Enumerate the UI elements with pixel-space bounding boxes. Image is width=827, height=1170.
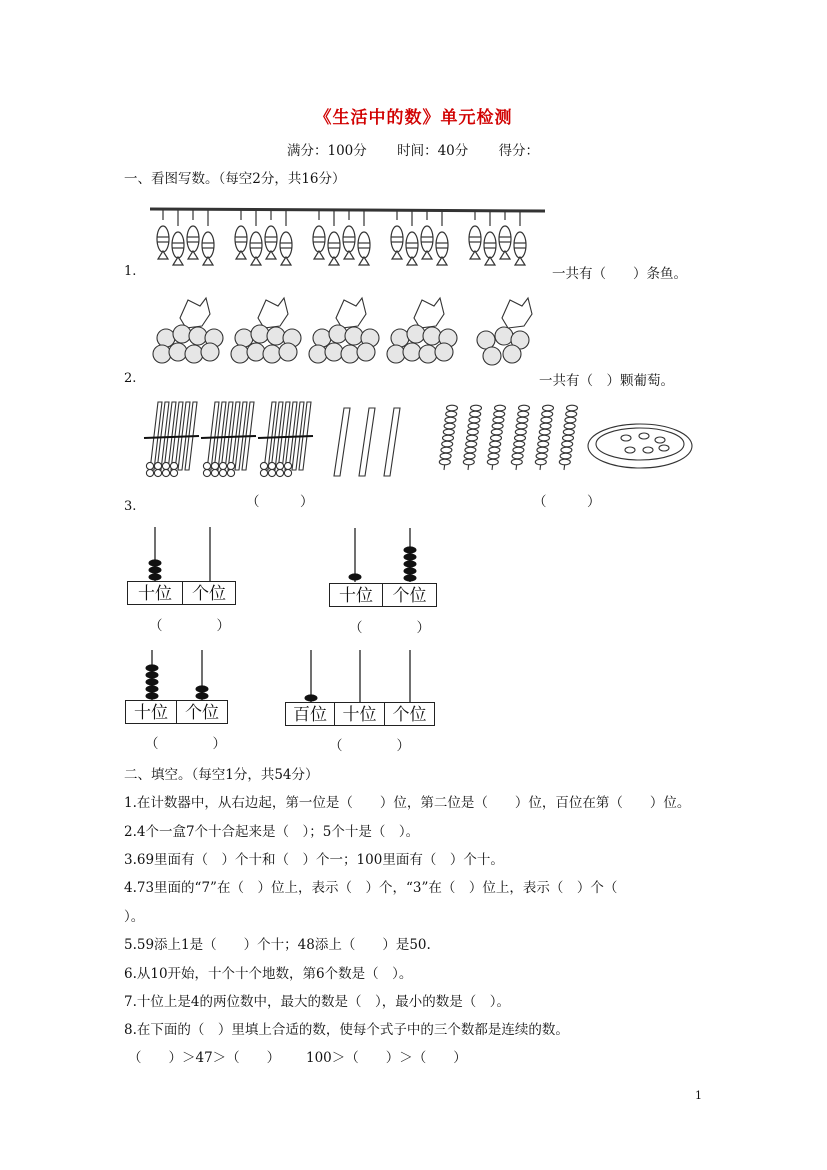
q3-number: 3. (124, 499, 137, 514)
grape-bunch (153, 298, 223, 363)
fill-item-8: 8.在下面的（ ）里填上合适的数，使每个式子中的三个数都是连续的数。 (124, 1022, 569, 1038)
fish-group (235, 210, 292, 265)
bead-string (463, 405, 481, 470)
bead-string (535, 405, 553, 470)
fish-group (157, 210, 214, 265)
score-field: 得分： (498, 143, 540, 159)
abacus-3-rods (125, 650, 230, 706)
expr-left: （ ）＞47＞（ ） (128, 1050, 281, 1066)
fish-group (391, 210, 448, 265)
fish-group (313, 210, 370, 265)
fill-item-4-cont: ）。 (124, 909, 145, 925)
abacus-2-ones-label: 个位 (382, 583, 437, 607)
fill-item-4: 4.73里面的“7”在（ ）位上，表示（ ）个，“3”在（ ）位上，表示（ ）个（ (124, 880, 618, 896)
bead-string (511, 405, 529, 470)
section2-heading: 二、填空。（每空1分，共54分） (124, 767, 319, 783)
fish-string-image (150, 203, 545, 273)
exam-meta (287, 139, 565, 159)
abacus-1-rods (127, 527, 237, 587)
fill-item-3: 3.69里面有（ ）个十和（ ）个一；100里面有（ ）个十。 (124, 852, 504, 868)
grape-bunch (309, 298, 379, 363)
bead-strings-image (430, 400, 700, 485)
stick-bundle (201, 402, 256, 477)
grape-bunch (387, 298, 457, 363)
abacus-3-ones-label: 个位 (176, 700, 228, 724)
sticks-bundles-image (144, 398, 419, 483)
loose-stick (359, 408, 375, 476)
section1-heading: 一、看图写数。（每空2分，共16分） (124, 171, 346, 187)
page-number: 1 (695, 1089, 702, 1102)
bead-string (487, 405, 505, 470)
abacus-4-hundreds-label: 百位 (285, 702, 335, 726)
abacus-3-blank: （ ） (145, 736, 226, 752)
fill-item-5: 5.59添上1是（ ）个十；48添上（ ）是50. (124, 937, 431, 953)
q2-text: 一共有（ ）颗葡萄。 (539, 373, 674, 389)
loose-stick (334, 408, 350, 476)
q1-text: 一共有（ ）条鱼。 (552, 266, 687, 282)
fill-item-7: 7.十位上是4的两位数中，最大的数是（ ），最小的数是（ ）。 (124, 994, 510, 1010)
full-score: 满分：100分 (287, 143, 367, 159)
stick-bundle (144, 402, 199, 477)
plate-with-beads (588, 424, 692, 468)
abacus-1-blank: （ ） (149, 618, 230, 634)
abacus-3 (125, 650, 230, 760)
q2-number: 2. (124, 371, 137, 386)
abacus-3-tens-label: 十位 (125, 700, 177, 724)
abacus-1 (127, 527, 237, 637)
time-limit: 时间：40分 (397, 143, 469, 159)
grapes-image (148, 296, 540, 376)
abacus-4-tens-label: 十位 (334, 702, 385, 726)
abacus-2-tens-label: 十位 (329, 583, 383, 607)
bead-string (439, 405, 457, 470)
abacus-1-ones-label: 个位 (182, 581, 236, 605)
fill-item-1: 1.在计数器中，从右边起，第一位是（ ）位，第二位是（ ）位，百位在第（ ）位。 (124, 795, 691, 811)
fish-group (469, 210, 526, 265)
abacus-1-tens-beads (149, 559, 162, 580)
abacus-4-rods (285, 650, 440, 706)
expr-right: 100＞（ ）＞（ ） (306, 1050, 467, 1066)
fill-item-2: 2.4个一盒7个十合起来是（ ）；5个十是（ ）。 (124, 824, 420, 840)
grape-bunch (231, 298, 301, 363)
abacus-4-blank: （ ） (329, 738, 410, 754)
q3-blank-left: （ ） (246, 494, 314, 510)
abacus-2-blank: （ ） (349, 620, 430, 636)
abacus-1-tens-label: 十位 (127, 581, 183, 605)
grape-bunch (477, 298, 532, 365)
q1-number: 1. (124, 264, 137, 279)
stick-bundle (258, 402, 313, 477)
abacus-2-rods (329, 528, 439, 588)
abacus-4 (285, 650, 440, 760)
abacus-4-ones-label: 个位 (384, 702, 435, 726)
q3-blank-right: （ ） (533, 494, 601, 510)
loose-stick (384, 408, 400, 476)
bead-string (559, 405, 577, 470)
abacus-2 (329, 528, 439, 638)
fill-item-6: 6.从10开始，十个十个地数，第6个数是（ ）。 (124, 966, 413, 982)
page-title: 《生活中的数》单元检测 (314, 108, 513, 128)
